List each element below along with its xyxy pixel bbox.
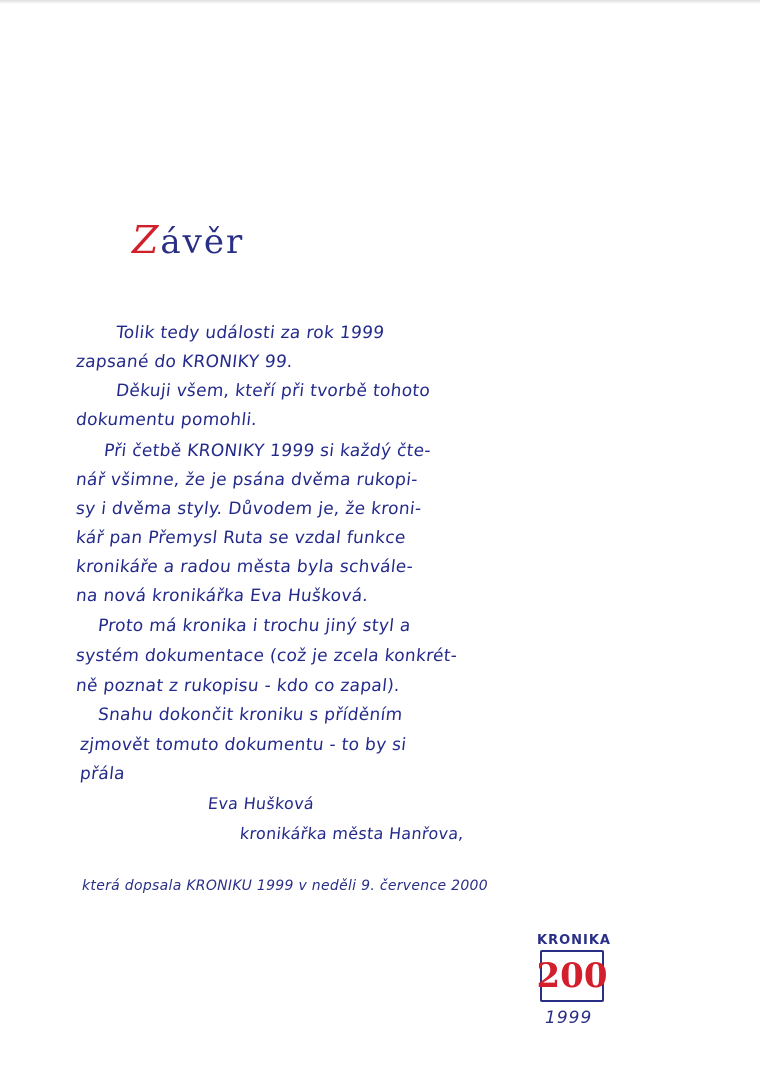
scan-edge	[0, 0, 760, 4]
text-line: Proto má kronika i trochu jiný styl a	[96, 616, 412, 636]
page-heading	[132, 218, 244, 262]
text-line: zapsané do KRONIKY 99.	[74, 352, 294, 372]
text-line: přála	[78, 764, 126, 784]
text-line: kronikáře a radou města byla schvále-	[74, 557, 415, 577]
text-line: systém dokumentace (což je zcela konkrét-	[74, 646, 459, 666]
text-line: dokumentu pomohli.	[74, 410, 259, 430]
text-line: na nová kronikářka Eva Hušková.	[74, 586, 370, 606]
heading-initial: Z	[132, 218, 161, 262]
signature-role: kronikářka města Hanřova,	[239, 824, 465, 843]
text-line: ně poznat z rukopisu - kdo co zapal).	[74, 676, 401, 696]
text-line: Snahu dokončit kroniku s příděním	[96, 705, 404, 725]
stamp-year: 1999	[545, 1008, 593, 1028]
page-number: 200	[536, 956, 608, 996]
heading-rest: ávěr	[160, 222, 245, 262]
footer-note: která dopsala KRONIKU 1999 v neděli 9. července 2000	[82, 878, 488, 894]
text-line: zjmovět tomuto dokumentu - to by si	[78, 735, 408, 755]
text-line: kář pan Přemysl Ruta se vzdal funkce	[74, 528, 407, 548]
text-line: Při četbě KRONIKY 1999 si každý čte-	[102, 441, 432, 461]
text-line: Děkuji všem, kteří při tvorbě tohoto	[114, 381, 432, 401]
text-line: sy i dvěma styly. Důvodem je, že kroni-	[74, 499, 423, 519]
stamp-label: KRONIKA	[537, 933, 611, 948]
text-line: Tolik tedy události za rok 1999	[114, 323, 386, 343]
signature-name: Eva Hušková	[207, 794, 316, 813]
text-line: nář všimne, že je psána dvěma rukopi-	[74, 470, 419, 490]
page-number-stamp	[536, 950, 608, 1002]
